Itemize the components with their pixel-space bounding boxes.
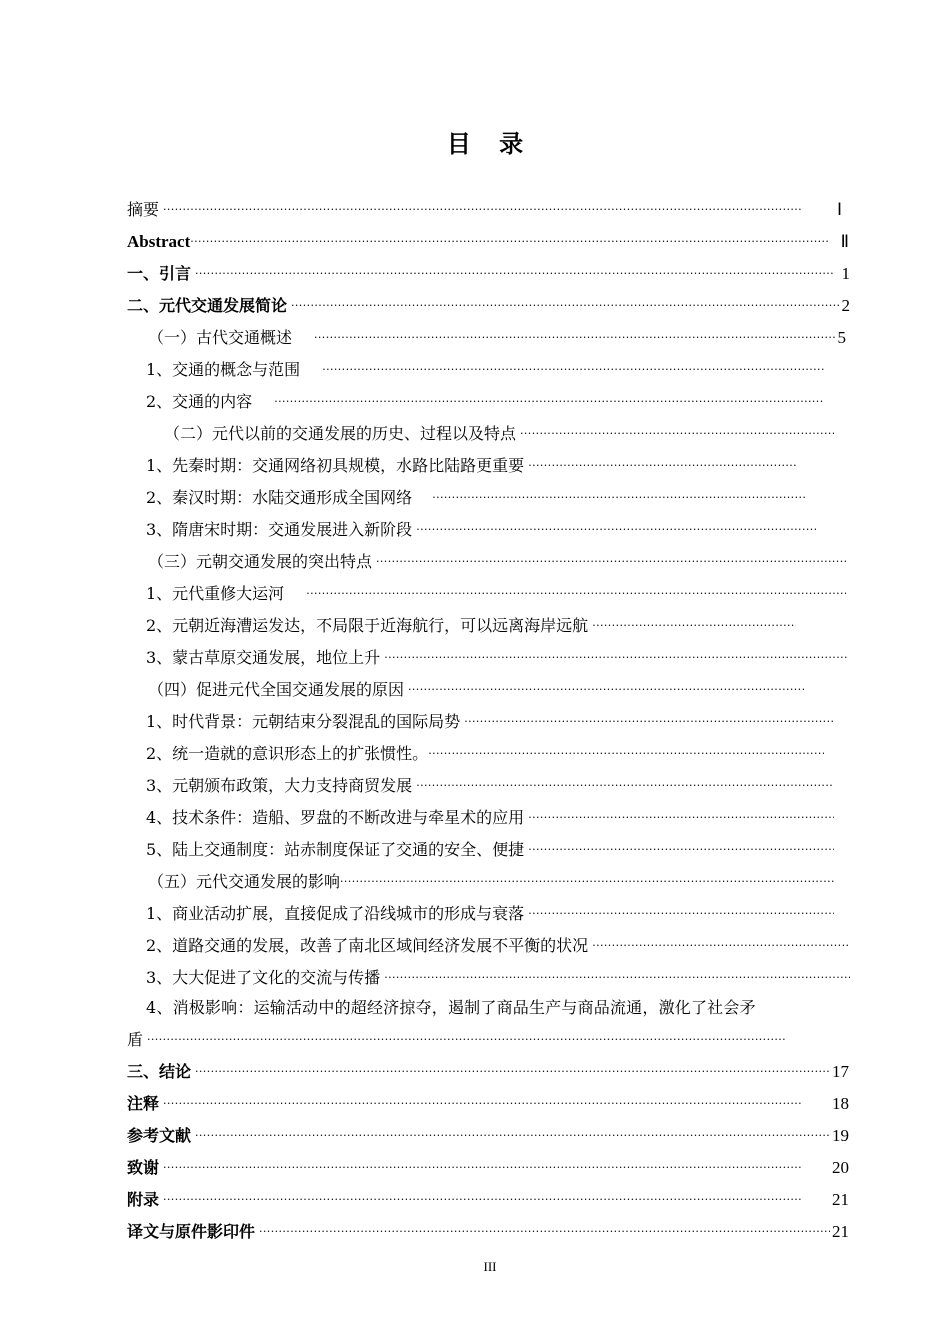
toc-entry-page: 2 xyxy=(841,296,850,315)
toc-entry[interactable] xyxy=(146,898,836,930)
toc-entry[interactable] xyxy=(146,514,818,546)
dot-leader xyxy=(384,642,848,674)
dot-leader xyxy=(291,290,839,322)
toc-entry-section-3[interactable] xyxy=(148,546,848,578)
dot-leader xyxy=(163,194,835,226)
toc-entry-page: 17 xyxy=(832,1062,849,1081)
toc-entry-section-4[interactable] xyxy=(148,674,808,706)
toc-entry-label: 1、时代背景：元朝结束分裂混乱的国际局势 xyxy=(146,712,461,731)
toc-entry[interactable] xyxy=(146,578,848,610)
toc-entry[interactable] xyxy=(146,738,826,770)
toc-entry-label: 盾 xyxy=(127,1030,144,1049)
dot-leader xyxy=(408,674,806,706)
toc-entry-references[interactable] xyxy=(127,1120,849,1152)
dot-leader xyxy=(432,482,806,514)
dot-leader xyxy=(376,546,846,578)
toc-entry-label: 3、隋唐宋时期：交通发展进入新阶段 xyxy=(146,520,413,539)
toc-entry-label: 致谢 xyxy=(127,1158,160,1177)
toc-entry[interactable] xyxy=(146,834,836,866)
toc-entry-label: （二）元代以前的交通发展的历史、过程以及特点 xyxy=(164,424,517,443)
toc-entry-label: 一、引言 xyxy=(127,264,192,283)
dot-leader xyxy=(163,1088,830,1120)
dot-leader xyxy=(195,258,839,290)
toc-entry-page: 18 xyxy=(832,1094,849,1113)
toc-entry-appendix[interactable] xyxy=(127,1184,849,1216)
dot-leader xyxy=(416,514,816,546)
toc-entry[interactable] xyxy=(146,706,836,738)
toc-entry-label: 2、道路交通的发展，改善了南北区域间经济发展不平衡的状况 xyxy=(146,936,589,955)
toc-entry-label: 3、元朝颁布政策，大力支持商贸发展 xyxy=(146,776,413,795)
toc-entry-label: 摘要 xyxy=(127,200,160,219)
toc-entry-section-1[interactable] xyxy=(148,322,846,354)
toc-entry-translation[interactable] xyxy=(127,1216,849,1248)
dot-leader xyxy=(274,386,824,418)
toc-entry-label: 2、交通的内容 xyxy=(146,392,253,411)
toc-entry[interactable] xyxy=(146,802,836,834)
toc-entry-wrapped-line[interactable]: 4、消极影响：运输活动中的超经济掠夺，遏制了商品生产与商品流通，激化了社会矛 xyxy=(146,998,756,1017)
toc-entry-label: 1、元代重修大运河 xyxy=(146,584,285,603)
toc-entry[interactable] xyxy=(146,386,826,418)
dot-leader xyxy=(195,1056,830,1088)
toc-entry-label: 2、统一造就的意识形态上的扩张惯性。 xyxy=(146,744,429,763)
toc-entry[interactable] xyxy=(146,930,852,962)
dot-leader xyxy=(528,802,834,834)
dot-leader xyxy=(163,1184,830,1216)
toc-entry-label: （五）元代交通发展的影响 xyxy=(148,872,341,891)
toc-entry-label: （四）促进元代全国交通发展的原因 xyxy=(148,680,405,699)
dot-leader xyxy=(592,930,850,962)
toc-entry-label: 参考文献 xyxy=(127,1126,192,1145)
toc-entry-page: 20 xyxy=(832,1158,849,1177)
toc-entry-label: 3、大大促进了文化的交流与传播 xyxy=(146,968,381,987)
toc-entry-page: 21 xyxy=(832,1222,849,1241)
dot-leader xyxy=(340,866,834,898)
dot-leader xyxy=(163,1152,830,1184)
dot-leader xyxy=(528,450,796,482)
toc-entry-label: 2、秦汉时期：水陆交通形成全国网络 xyxy=(146,488,413,507)
toc-entry-label: 2、元朝近海漕运发达，不局限于近海航行，可以远离海岸远航 xyxy=(146,616,589,635)
dot-leader xyxy=(306,578,846,610)
toc-entry-acknowledgements[interactable] xyxy=(127,1152,849,1184)
dot-leader xyxy=(520,418,834,450)
toc-entry-abstract-en[interactable] xyxy=(127,226,849,258)
toc-entry[interactable] xyxy=(146,770,836,802)
toc-entry-introduction[interactable] xyxy=(127,258,850,290)
toc-entry-chapter-2[interactable] xyxy=(127,290,850,322)
dot-leader xyxy=(259,1216,830,1248)
toc-entry-notes[interactable] xyxy=(127,1088,849,1120)
toc-entry[interactable] xyxy=(146,354,826,386)
dot-leader xyxy=(592,610,796,642)
toc-entry[interactable] xyxy=(146,482,808,514)
dot-leader xyxy=(195,1120,830,1152)
toc-entry-label: （一）古代交通概述 xyxy=(148,328,293,347)
dot-leader xyxy=(464,706,834,738)
toc-entry-label: 1、交通的概念与范围 xyxy=(146,360,301,379)
toc-entry[interactable] xyxy=(146,450,798,482)
toc-entry-label: 1、先秦时期：交通网络初具规模，水路比陆路更重要 xyxy=(146,456,525,475)
toc-entry-label: 3、蒙古草原交通发展，地位上升 xyxy=(146,648,381,667)
toc-entry[interactable] xyxy=(146,962,852,994)
dot-leader xyxy=(314,322,835,354)
toc-entry-page: 21 xyxy=(832,1190,849,1209)
toc-entry-section-5[interactable] xyxy=(148,866,836,898)
page-title: 目 录 xyxy=(446,130,534,158)
toc-entry-label: 译文与原件影印件 xyxy=(127,1222,256,1241)
toc-entry-label: 4、技术条件：造船、罗盘的不断改进与牵星术的应用 xyxy=(146,808,525,827)
toc-entry-section-2[interactable] xyxy=(164,418,836,450)
toc-entry-label: Abstract xyxy=(127,232,191,251)
toc-entry-label: 三、结论 xyxy=(127,1062,192,1081)
toc-entry-conclusion[interactable] xyxy=(127,1056,849,1088)
toc-entry-page: 19 xyxy=(832,1126,849,1145)
toc-entry-page: 5 xyxy=(837,328,846,347)
toc-entry-continuation[interactable] xyxy=(127,1024,809,1056)
dot-leader xyxy=(147,1024,807,1056)
toc-entry-abstract-cn[interactable] xyxy=(127,194,842,226)
toc-entry-page: 1 xyxy=(841,264,850,283)
toc-entry[interactable] xyxy=(146,610,798,642)
dot-leader xyxy=(428,738,824,770)
toc-entry-label: 1、商业活动扩展，直接促成了沿线城市的形成与衰落 xyxy=(146,904,525,923)
toc-entry-label: 二、元代交通发展简论 xyxy=(127,296,288,315)
toc-entry-label: 5、陆上交通制度：站赤制度保证了交通的安全、便捷 xyxy=(146,840,525,859)
toc-entry-label: 附录 xyxy=(127,1190,160,1209)
dot-leader xyxy=(384,962,850,994)
dot-leader xyxy=(528,834,834,866)
page-number: III xyxy=(483,1259,497,1274)
toc-entry-label: （三）元朝交通发展的突出特点 xyxy=(148,552,373,571)
dot-leader xyxy=(416,770,834,802)
toc-entry-page: Ⅱ xyxy=(840,232,849,251)
toc-entry-label: 注释 xyxy=(127,1094,160,1113)
dot-leader xyxy=(190,226,838,258)
toc-entry[interactable] xyxy=(146,642,850,674)
toc-entry-page: Ⅰ xyxy=(836,200,842,219)
dot-leader xyxy=(322,354,824,386)
dot-leader xyxy=(528,898,834,930)
